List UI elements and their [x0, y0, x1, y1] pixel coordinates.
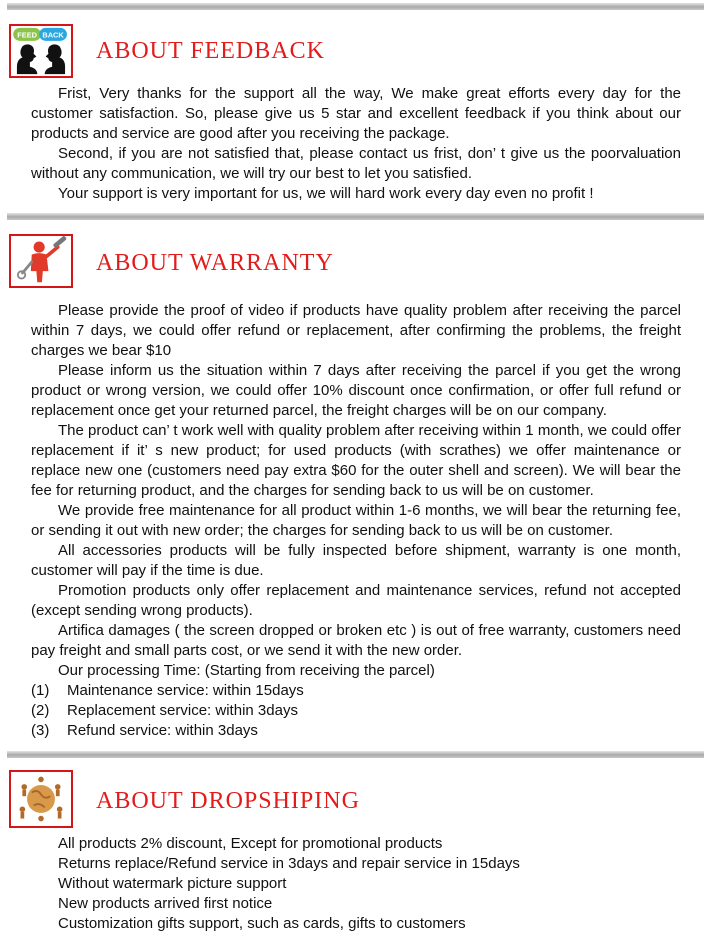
feedback-icon	[9, 24, 73, 78]
feedback-icon-left-text: FEED	[17, 30, 37, 40]
processing-time-heading: Our processing Time: (Starting from receiving the parcel)	[58, 662, 435, 679]
globe-people-icon	[9, 770, 73, 828]
warranty-paragraph: Please inform us the situation within 7 days after receiving the parcel if you get the wrong product or wrong version, we could offer 10% discount once confirmation, or offer full refund or replacement once get your returned parcel, the freight charges will be on our company.	[31, 362, 681, 419]
dropshipping-item: New products arrived first notice	[58, 895, 273, 912]
section-divider	[7, 3, 704, 10]
warranty-paragraph: Promotion products only offer replacement and maintenance services, refund not accepted (except sending wrong products).	[31, 582, 681, 619]
processing-item-number: (2)	[31, 702, 50, 719]
wrench-man-icon	[9, 234, 73, 288]
processing-item-text: Refund service: within 3days	[67, 722, 258, 739]
dropshipping-item: Without watermark picture support	[58, 875, 287, 892]
warranty-paragraph: The product can’ t work well with quality problem after receiving within 1 month, we could offer replacement if it’ s new product; for used products (with scrathes) we offer maintenance or replace new one (customers need pay extra $60 for the outer shell and screen). We will bear the fee for returning product, and the charges for sending back to us will be on customer.	[31, 422, 681, 499]
processing-item-text: Replacement service: within 3days	[67, 702, 298, 719]
feedback-paragraph: Frist, Very thanks for the support all the way, We make great efforts every day for the customer satisfaction. So, please give us 5 star and excellent feedback if you think about our products and service are good after you receiving the package.	[31, 85, 681, 142]
processing-item-number: (3)	[31, 722, 50, 739]
dropshipping-item: Returns replace/Refund service in 3days and repair service in 15days	[58, 855, 520, 872]
processing-item	[31, 721, 258, 741]
dropshipping-item: Customization gifts support, such as cards, gifts to customers	[58, 915, 466, 932]
processing-item-number: (1)	[31, 682, 50, 699]
processing-item-text: Maintenance service: within 15days	[67, 682, 304, 699]
feedback-paragraph: Second, if you are not satisfied that, please contact us frist, don’ t give us the poorvaluation without any communication, we will try our best to let you satisfied.	[31, 145, 681, 182]
feedback-icon-right-text: BACK	[42, 30, 64, 40]
feedback-heading: ABOUT FEEDBACK	[96, 38, 325, 64]
processing-item	[31, 701, 298, 721]
warranty-paragraph: All accessories products will be fully inspected before shipment, warranty is one month, customer will pay if the time is due.	[31, 542, 681, 579]
warranty-paragraph: Please provide the proof of video if products have quality problem after receiving the parcel within 7 days, we could offer refund or replacement, after confirming the problems, the freight charges we bear $10	[31, 302, 681, 359]
section-divider	[7, 751, 704, 758]
dropshipping-item: All products 2% discount, Except for promotional products	[58, 835, 443, 852]
feedback-paragraph: Your support is very important for us, we will hard work every day even no profit !	[58, 185, 594, 202]
dropshipping-heading: ABOUT DROPSHIPING	[96, 788, 360, 814]
processing-item	[31, 681, 304, 701]
section-divider	[7, 213, 704, 220]
warranty-paragraph: Artifica damages ( the screen dropped or broken etc ) is out of free warranty, customers need pay freight and small parts cost, or we send it with the new order.	[31, 622, 681, 659]
warranty-paragraph: We provide free maintenance for all product within 1-6 months, we will bear the returning fee, or sending it out with new order; the charges for sending back to us will be on customer.	[31, 502, 681, 539]
warranty-heading: ABOUT WARRANTY	[96, 250, 334, 276]
